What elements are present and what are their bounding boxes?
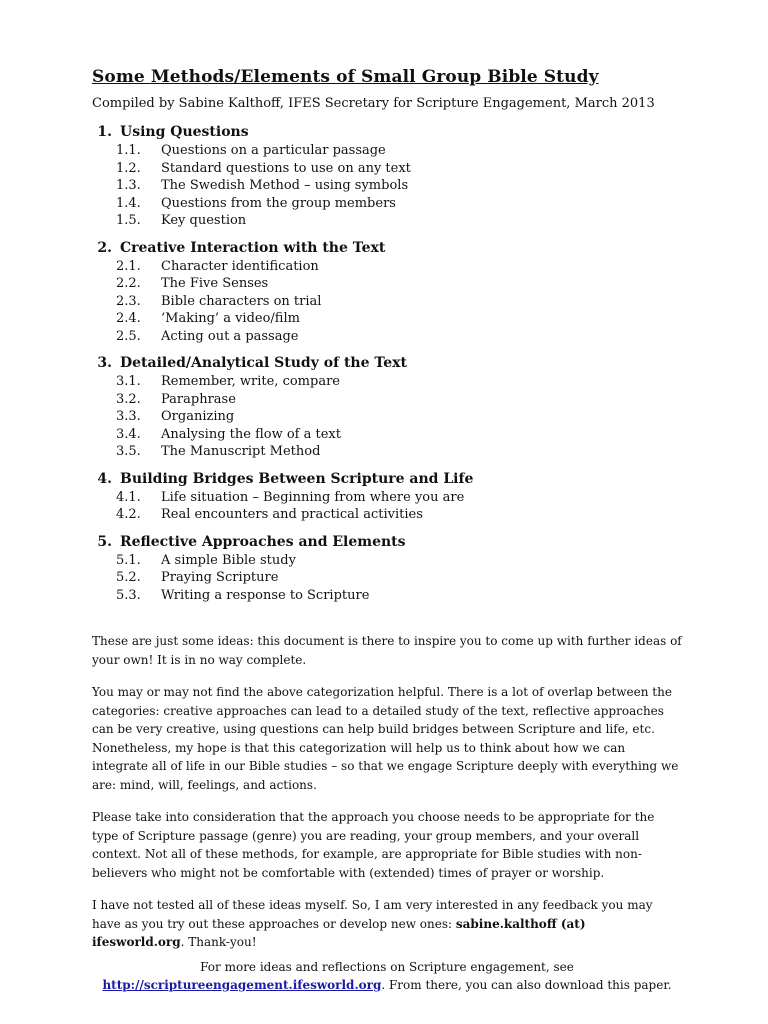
item-number: 4.2. (116, 507, 141, 522)
item-text: Praying Scripture (161, 570, 279, 585)
section-1 (92, 122, 682, 230)
item-text: The Swedish Method – using symbols (161, 178, 409, 193)
list-item (92, 426, 682, 444)
section-title: Creative Interaction with the Text (120, 239, 386, 256)
item-number: 5.3. (116, 587, 141, 603)
section-number: 1. (97, 124, 112, 140)
list-item (92, 293, 682, 311)
item-number: 5.1. (116, 552, 141, 568)
note-paragraph-1: These are just some ideas: this document is there to inspire you to come up with further ideas of your own! It is in no way complete. (92, 634, 682, 667)
item-text: The Manuscript Method (161, 444, 321, 459)
item-number: 2.3. (116, 293, 141, 309)
section-number: 5. (97, 533, 112, 550)
footer (92, 958, 682, 994)
section-4 (92, 469, 682, 524)
list-item (92, 569, 682, 587)
section-title: Detailed/Analytical Study of the Text (120, 355, 407, 371)
item-text: Key question (161, 213, 247, 228)
footer-line-1: For more ideas and reflections on Scripture engagement, see (200, 959, 574, 974)
list-item (92, 275, 682, 293)
item-number: 4.1. (116, 489, 141, 505)
list-item (92, 552, 682, 570)
list-item (92, 258, 682, 276)
item-text: Acting out a passage (161, 328, 299, 344)
footer-line-2 (92, 976, 682, 994)
item-number: 2.2. (116, 276, 141, 291)
section-3 (92, 353, 682, 461)
list-item (92, 443, 682, 461)
section-heading (92, 469, 682, 489)
item-text: Organizing (161, 409, 235, 424)
list-item (92, 212, 682, 230)
section-heading (92, 238, 682, 258)
section-number: 4. (97, 470, 112, 487)
list-item (92, 160, 682, 178)
list-item (92, 587, 682, 605)
note-paragraph-4 (92, 896, 682, 952)
item-number: 1.2. (116, 160, 141, 176)
section-heading (92, 353, 682, 373)
item-text: A simple Bible study (161, 552, 296, 568)
item-number: 1.1. (116, 143, 141, 158)
section-2 (92, 238, 682, 346)
item-text: The Five Senses (161, 276, 269, 291)
item-text: Standard questions to use on any text (161, 160, 411, 176)
list-item (92, 310, 682, 328)
item-text: Real encounters and practical activities (161, 507, 423, 522)
item-text: Questions from the group members (161, 195, 396, 211)
item-number: 3.3. (116, 409, 141, 424)
item-text: Bible characters on trial (161, 293, 322, 309)
list-item (92, 195, 682, 213)
list-item (92, 506, 682, 524)
list-item (92, 142, 682, 160)
page-subtitle: Compiled by Sabine Kalthoff, IFES Secretary for Scripture Engagement, March 2013 (92, 96, 655, 111)
item-number: 3.1. (116, 374, 141, 389)
note-paragraph-3: Please take into consideration that the approach you choose needs to be appropriate for the type of Scripture passage (genre) you are reading, your group members, and your overall context. Not all of these methods, for example, are appropriate for Bible studies with non-believers who might not be comfortable with (extended) times of prayer or worship. (92, 810, 655, 880)
document-page (92, 64, 682, 994)
item-text: Life situation – Beginning from where you are (161, 489, 465, 505)
item-text: Remember, write, compare (161, 374, 340, 389)
item-number: 5.2. (116, 570, 141, 585)
item-number: 2.4. (116, 311, 141, 326)
section-heading (92, 122, 682, 142)
item-text: Character identification (161, 258, 319, 274)
list-item (92, 373, 682, 391)
page-title: Some Methods/Elements of Small Group Bible Study (92, 67, 599, 87)
section-heading (92, 532, 682, 552)
website-link[interactable]: http://scriptureengagement.ifesworld.org (102, 977, 382, 992)
item-number: 2.1. (116, 258, 141, 274)
note-4-end: . Thank-you! (180, 935, 257, 949)
item-number: 2.5. (116, 328, 141, 344)
item-number: 1.5. (116, 213, 141, 228)
list-item (92, 177, 682, 195)
list-item (92, 489, 682, 507)
list-item (92, 391, 682, 409)
item-text: Writing a response to Scripture (161, 587, 370, 603)
item-number: 3.5. (116, 444, 141, 459)
list-item (92, 328, 682, 346)
method-sections (92, 122, 682, 604)
item-number: 3.4. (116, 426, 141, 442)
section-title: Building Bridges Between Scripture and Life (120, 470, 474, 487)
item-number: 1.3. (116, 178, 141, 193)
section-title: Using Questions (120, 124, 249, 140)
section-title: Reflective Approaches and Elements (120, 533, 406, 550)
item-text: ‘Making’ a video/film (161, 311, 300, 326)
footer-after-link: . From there, you can also download this paper. (381, 977, 672, 992)
contact-email: sabine.kalthoff (at) ifesworld.org (92, 916, 586, 949)
notes (92, 632, 682, 952)
note-4-text: I have not tested all of these ideas myself. So, I am very interested in any feedback you may have as you try out these approaches or develop new ones: (92, 898, 653, 931)
section-number: 2. (97, 239, 112, 256)
list-item (92, 408, 682, 426)
section-number: 3. (97, 355, 112, 371)
item-number: 3.2. (116, 391, 141, 407)
item-text: Questions on a particular passage (161, 143, 386, 158)
item-text: Analysing the flow of a text (161, 426, 341, 442)
item-text: Paraphrase (161, 391, 236, 407)
item-number: 1.4. (116, 195, 141, 211)
section-5 (92, 532, 682, 605)
note-paragraph-2: You may or may not find the above categorization helpful. There is a lot of overlap between the categories: creative approaches can lead to a detailed study of the text, reflective approaches can be very creative, using questions can help build bridges between Scripture and life, etc. Nonetheless, my hope is that this categorization will help us to think about how we can integrate all of life in our Bible studies – so that we engage Scripture deeply with everything we are: mind, will, feelings, and actions. (92, 685, 679, 792)
